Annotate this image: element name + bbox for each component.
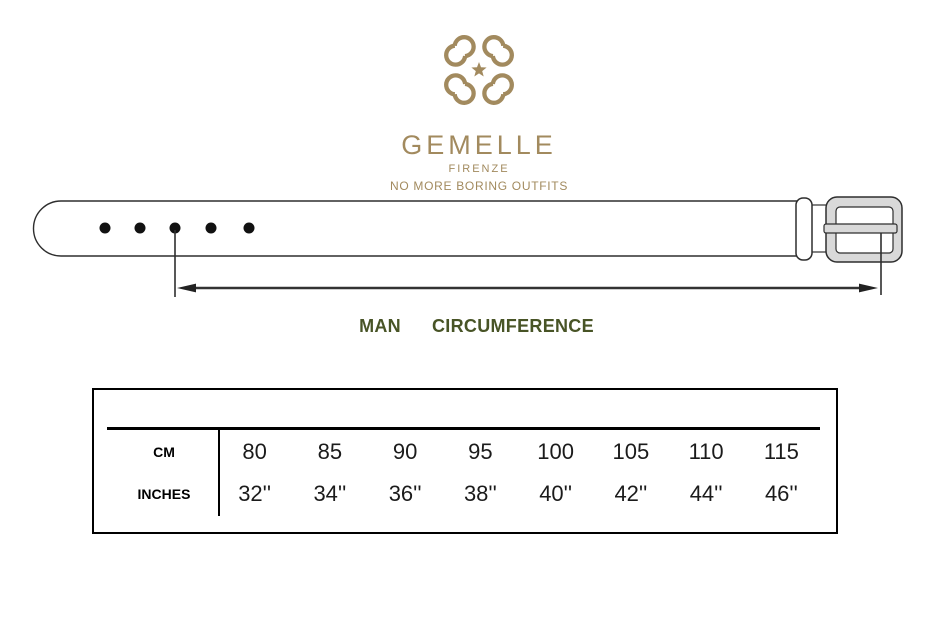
- inches-values-row: [217, 483, 819, 505]
- size-cell-inches: 34'': [313, 481, 347, 506]
- row-label-inches: INCHES: [137, 486, 191, 502]
- size-cell-inches: 32'': [238, 481, 272, 506]
- size-cell-inches: 42'': [614, 481, 648, 506]
- belt-keeper: [796, 198, 812, 260]
- size-cell-cm: 90: [392, 439, 418, 464]
- belt-strap: [34, 201, 799, 256]
- brand-emblem-icon: [426, 20, 532, 120]
- brand-tagline: NO MORE BORING OUTFITS: [389, 179, 569, 193]
- measurement-label-man: MAN: [359, 316, 401, 336]
- table-header-rule: [107, 427, 820, 430]
- belt-prong: [824, 224, 897, 233]
- size-cell-inches: 44'': [689, 481, 723, 506]
- cm-values-row: [217, 441, 819, 463]
- star-icon: [471, 62, 486, 77]
- belt-diagram: [0, 188, 927, 318]
- size-cell-cm: 105: [612, 439, 650, 464]
- size-cell-cm: 80: [242, 439, 267, 464]
- size-table: [92, 388, 838, 534]
- size-cell-cm: 100: [537, 439, 574, 464]
- size-cell-inches: 38'': [463, 481, 497, 506]
- size-cell-inches: 40'': [539, 481, 573, 506]
- size-cell-cm: 110: [688, 439, 724, 464]
- size-cell-inches: 46'': [764, 481, 798, 506]
- size-cell-cm: 115: [763, 439, 799, 464]
- measurement-label-circumference: CIRCUMFERENCE: [432, 316, 594, 336]
- size-cell-inches: 36'': [388, 481, 422, 506]
- brand-city: FIRENZE: [448, 163, 510, 175]
- measurement-label: [0, 316, 927, 337]
- arrow-head-left-icon: [177, 284, 196, 293]
- size-cell-cm: 95: [468, 439, 493, 464]
- arrow-head-right-icon: [859, 284, 878, 293]
- size-cell-cm: 85: [317, 439, 343, 464]
- brand-logo-block: [31, 20, 927, 192]
- row-label-cm: CM: [153, 444, 175, 460]
- brand-name: GEMELLE: [401, 130, 557, 160]
